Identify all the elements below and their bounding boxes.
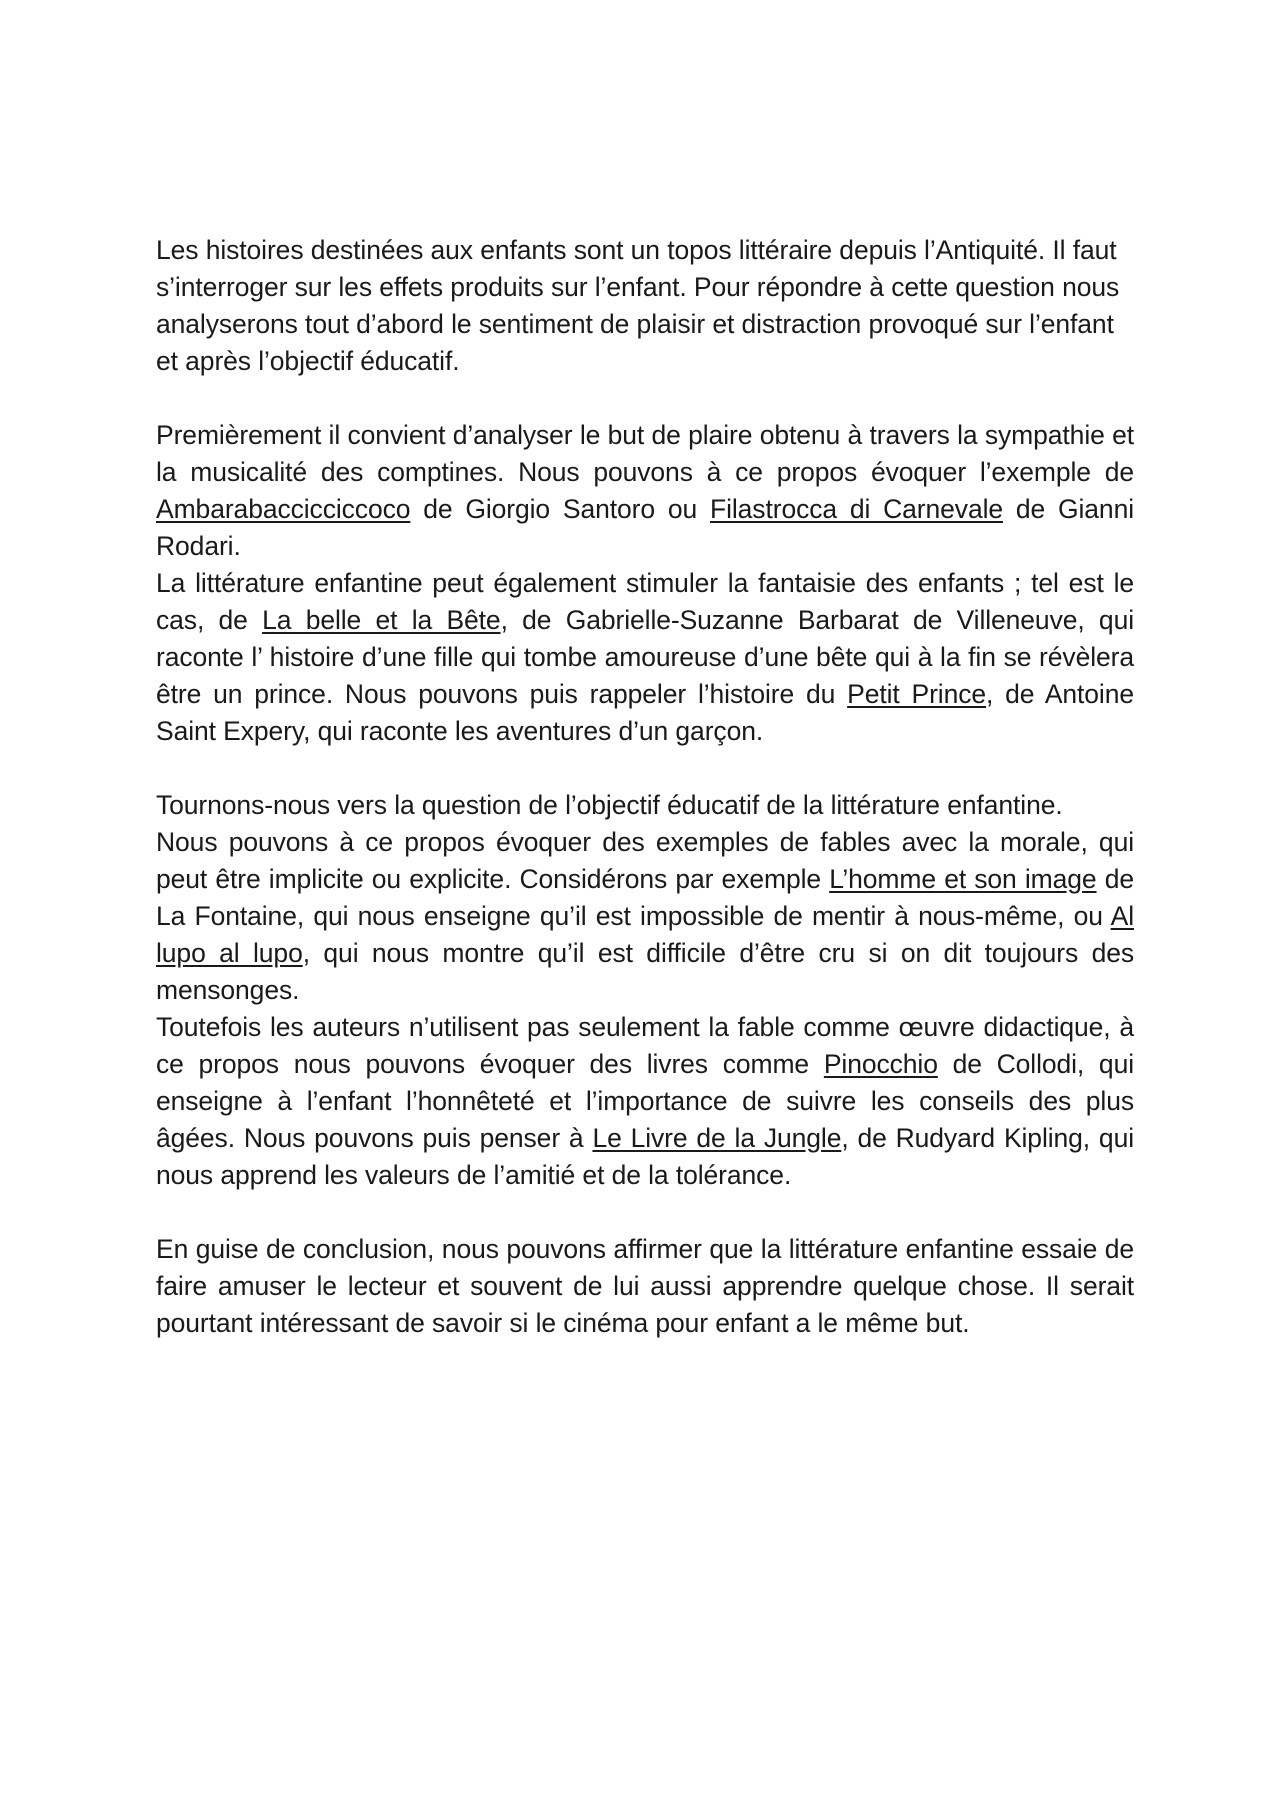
text-run: La littérature enfantine peut également stimuler la fantaisie des enfants ; tel est le cas, de — [156, 568, 1134, 635]
text-run: , de Gabrielle-Suzanne Barbarat de Villeneuve, qui raconte l’ histoire d’une fille qui tombe amoureuse d’une bête qui à la fin se révèlera être un prince. Nous pouvons puis rappeler l’histoire du — [156, 605, 1134, 709]
paragraph-didactique — [156, 1009, 1134, 1194]
book-title: Filastrocca di Carnevale — [710, 494, 1004, 524]
text-run: de Gianni Rodari. — [156, 494, 1134, 561]
intro-paragraph: Les histoires destinées aux enfants sont un topos littéraire depuis l’Antiquité. Il faut s’interroger sur les effets produits sur l’enfant. Pour répondre à cette question nous analyserons tout d’abord le sentiment de plaisir et distraction provoqué sur l’enfant et après l’objectif éducatif. — [156, 235, 1120, 376]
book-title: Al lupo al lupo — [156, 901, 1134, 968]
paragraph-fantaisie — [156, 565, 1134, 750]
text-run: , de Antoine Saint Expery, qui raconte les aventures d’un garçon. — [156, 679, 1134, 746]
text-run: Nous pouvons à ce propos évoquer des exemples de fables avec la morale, qui peut être implicite ou explicite. Considérons par exemple — [156, 827, 1134, 894]
text-run: Premièrement il convient d’analyser le but de plaire obtenu à travers la sympathie et la musicalité des comptines. Nous pouvons à ce propos évoquer l’exemple de — [156, 420, 1134, 487]
text-run: , qui nous montre qu’il est difficile d’être cru si on dit toujours des mensonges. — [156, 938, 1135, 1005]
book-title: L’homme et son image — [829, 864, 1097, 894]
text-run: de Collodi, qui enseigne à l’enfant l’honnêteté et l’importance de suivre les conseils des plus âgées. Nous pouvons puis penser à — [156, 1049, 1134, 1153]
book-title: Ambarabaccicciccoco — [156, 494, 411, 524]
paragraph-spacer — [156, 750, 1134, 787]
book-title: Petit Prince — [847, 679, 987, 709]
text-run: , de Rudyard Kipling, qui nous apprend les valeurs de l’amitié et de la tolérance. — [156, 1123, 1134, 1190]
paragraph-spacer — [156, 380, 1134, 417]
conclusion-paragraph: En guise de conclusion, nous pouvons affirmer que la littérature enfantine essaie de faire amuser le lecteur et souvent de lui aussi apprendre quelque chose. Il serait pourtant intéressant de savoir si le cinéma pour enfant a le même but. — [156, 1234, 1134, 1338]
book-title: La belle et la Bête — [262, 605, 501, 635]
book-title: Le Livre de la Jungle — [592, 1123, 842, 1153]
paragraph-comptines — [156, 417, 1134, 565]
document-body — [156, 232, 1134, 1342]
text-run: de La Fontaine, qui nous enseigne qu’il est impossible de mentir à nous-même, ou — [156, 864, 1134, 931]
paragraph-spacer — [156, 1194, 1134, 1231]
text-run: de Giorgio Santoro ou — [410, 494, 710, 524]
book-title: Pinocchio — [823, 1049, 938, 1079]
paragraph-transition: Tournons-nous vers la question de l’objectif éducatif de la littérature enfantine. — [156, 790, 1063, 820]
text-run: Toutefois les auteurs n’utilisent pas seulement la fable comme œuvre didactique, à ce propos nous pouvons évoquer des livres comme — [156, 1012, 1134, 1079]
paragraph-fables — [156, 824, 1134, 1009]
